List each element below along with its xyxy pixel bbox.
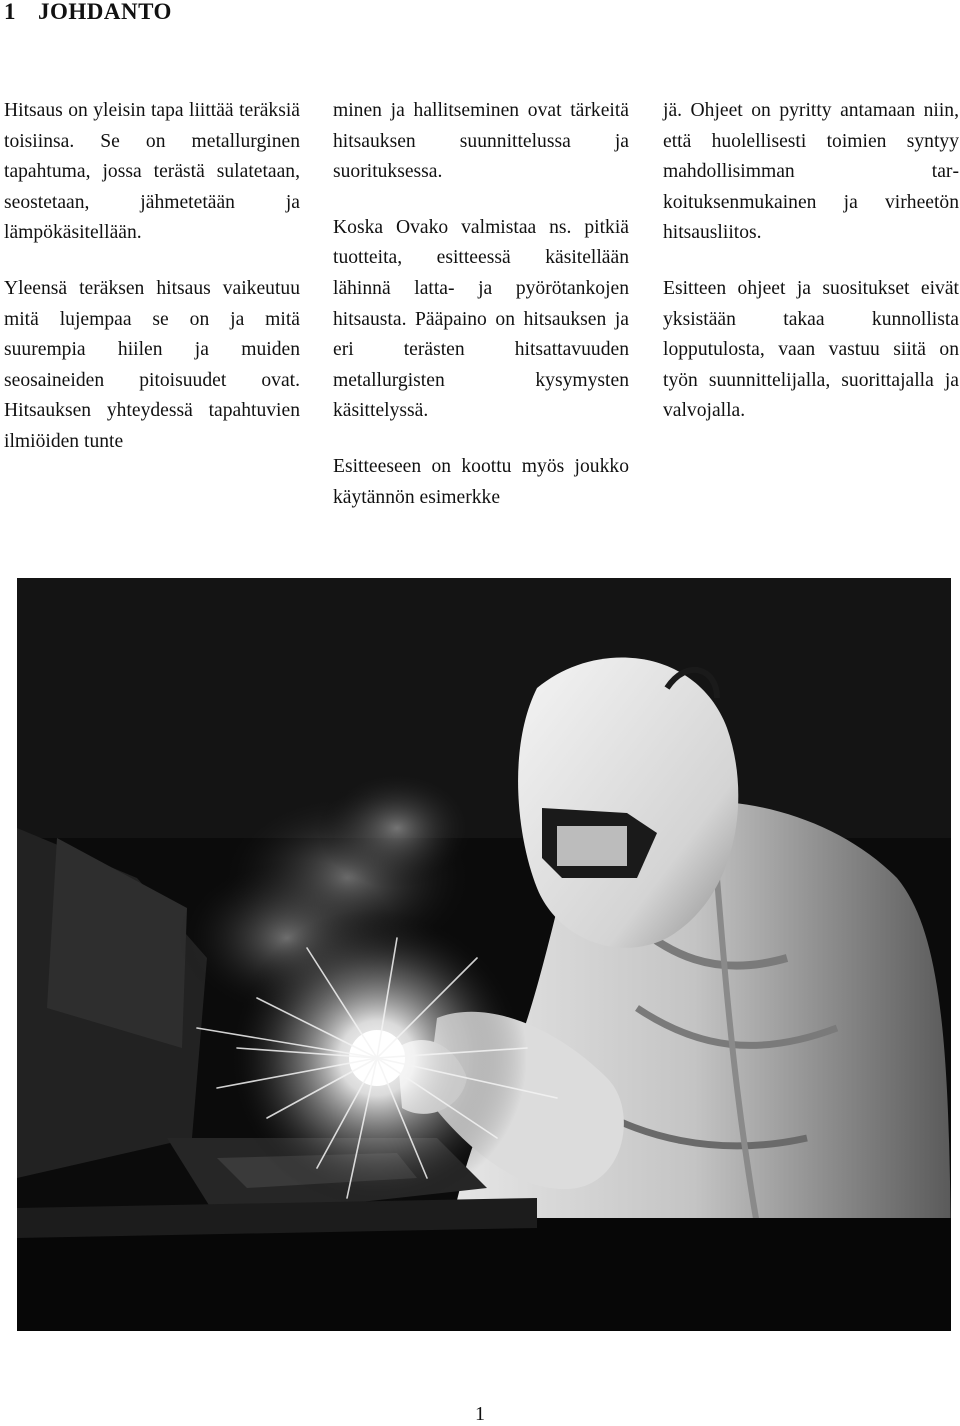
page-number: 1	[475, 1403, 485, 1425]
paragraph: Esitteeseen on koottu myös joukko käytännön esimerkke	[333, 455, 629, 508]
text-column-2	[333, 96, 629, 513]
welder-photo	[17, 578, 951, 1331]
section-heading	[4, 0, 172, 26]
paragraph: Koska Ovako valmistaa ns. pitkiä tuotteita, esitteessä käsitellään lähinnä latta- ja pyörötankojen hitsausta. Pääpaino on hitsauksen ja eri terästen hitsattavuuden metallurgisten kysymysten käsittelyssä.	[333, 216, 629, 422]
text-column-3	[663, 96, 959, 427]
section-title: JOHDANTO	[38, 0, 172, 24]
paragraph: Yleensä teräksen hitsaus vaikeutuu mitä lujempaa se on ja mitä suurempia hiilen ja muiden seosaineiden pitoisuudet ovat. Hitsauksen yhteydessä tapahtuvien ilmiöiden tunte	[4, 277, 300, 452]
paragraph: jä. Ohjeet on pyritty antamaan niin, että huolellisesti toimien syntyy mahdollisimman tarkoituksenmukainen ja virheetön hitsausliitos.	[663, 100, 959, 244]
paragraph: minen ja hallitseminen ovat tärkeitä hitsauksen suunnittelussa ja suorituksessa.	[333, 100, 629, 183]
text-column-1	[4, 96, 300, 458]
paragraph: Hitsaus on yleisin tapa liittää teräksiä toisiinsa. Se on metallurginen tapahtuma, jossa terästä sulatetaan, seostetaan, jähmetetään ja lämpökäsitellään.	[4, 100, 300, 244]
paragraph: Esitteen ohjeet ja suositukset eivät yksistään takaa kunnollista lopputulosta, vaan vastuu siitä on työn suunnittelijalla, suorittajalla ja valvojalla.	[663, 277, 959, 422]
section-number: 1	[4, 0, 16, 24]
